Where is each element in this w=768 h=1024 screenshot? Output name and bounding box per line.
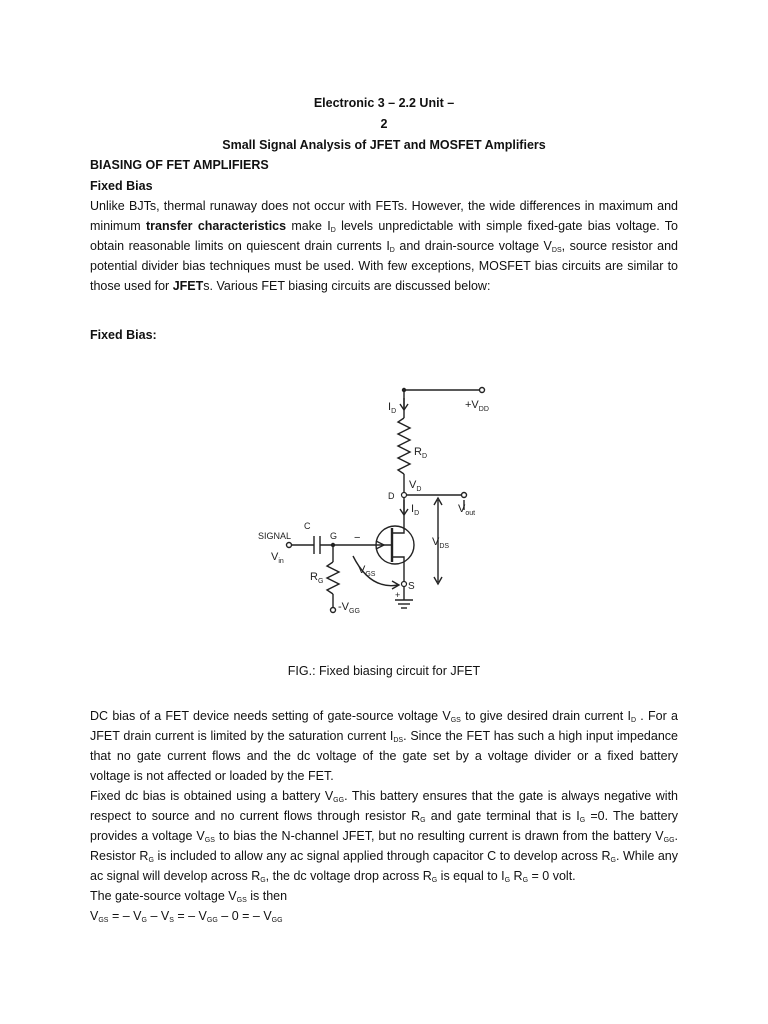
source-label: S bbox=[408, 581, 415, 592]
intro-line: obtain reasonable limits on quiescent drain currents $I_D$ and drain-source voltage $V_{DS}$, source resistor and bbox=[90, 239, 678, 254]
header-line-2: 2 bbox=[380, 117, 388, 131]
id-top-label: $I_D$ bbox=[388, 401, 397, 415]
signal-label: SIGNAL bbox=[258, 531, 292, 541]
section-title: BIASING OF FET AMPLIFIERS bbox=[90, 158, 269, 172]
vin-label: $V_{in}$ bbox=[271, 551, 284, 565]
subsection-title: Fixed Bias bbox=[90, 179, 153, 193]
body-line: that no gate current flows and the dc voltage of the gate set by a voltage divider or a fixed battery bbox=[90, 749, 678, 763]
vout-label: $V_{out}$ bbox=[458, 503, 476, 517]
fixed-bias-heading: Fixed Bias: bbox=[90, 328, 157, 342]
body-line: Fixed dc bias is obtained using a battery $V_{GG}$. This battery ensures that the gate is always negative with bbox=[90, 789, 678, 804]
header-line-1: Electronic 3 – 2.2 Unit – bbox=[313, 96, 455, 110]
body-line: The gate-source voltage $V_{GS}$ is then bbox=[90, 889, 288, 904]
intro-paragraph bbox=[90, 196, 678, 296]
intro-line: minimum transfer characteristics make $I_D$ levels unpredictable with simple fixed-gate bias voltage. To bbox=[90, 219, 679, 234]
intro-line: potential divider bias techniques must be used. With few exceptions, MOSFET bias circuits are similar to bbox=[90, 259, 678, 273]
intro-line: Unlike BJTs, thermal runaway does not occur with FETs. However, the wide differences in maximum and bbox=[90, 199, 678, 213]
body-paragraph-1 bbox=[90, 706, 678, 926]
rg-label: $R_G$ bbox=[310, 571, 324, 585]
source-plus-sign: + bbox=[395, 590, 401, 600]
intro-line: those used for JFETs. Various FET biasing circuits are discussed below: bbox=[90, 279, 491, 293]
rd-label: $R_D$ bbox=[414, 446, 428, 460]
vd-label: $V_D$ bbox=[409, 479, 422, 493]
document-title: Small Signal Analysis of JFET and MOSFET Amplifiers bbox=[222, 138, 546, 152]
body-line: JFET drain current is limited by the saturation current $I_{DS}$. Since the FET has such a high input impedance bbox=[90, 729, 678, 744]
capacitor-label: C bbox=[304, 521, 311, 531]
vgs-label: $V_{GS}$ bbox=[358, 564, 376, 578]
body-line: Resistor $R_G$ is included to allow any ac signal applied through capacitor C to develop across $R_G$. While any bbox=[90, 849, 678, 864]
vdd-label: $+V_{DD}$ bbox=[465, 399, 489, 413]
body-line: provides a voltage $V_{GS}$ to bias the N-channel JFET, but no resulting current is drawn from the battery $V_{GG}$. bbox=[90, 829, 678, 844]
figure-caption: FIG.: Fixed biasing circuit for JFET bbox=[287, 664, 481, 678]
body-line: DC bias of a FET device needs setting of gate-source voltage $V_{GS}$ to give desired drain current $I_D$ . For a bbox=[90, 709, 678, 724]
body-line: voltage is not affected or loaded by the FET. bbox=[90, 769, 334, 783]
gate-minus-sign: − bbox=[354, 532, 361, 544]
jfet-fixed-bias-circuit-diagram bbox=[250, 378, 520, 628]
id-mid-label: $I_D$ bbox=[411, 503, 420, 517]
equation-line: $V_{GS}$ = – $V_G - V_S$ = – $V_{GG} - 0$ = – $V_{GG}$ bbox=[90, 909, 283, 924]
body-line: ac signal will develop across $R_G$, the dc voltage drop across $R_G$ is equal to $I_G$ $R_G = 0$ volt. bbox=[90, 869, 576, 884]
vgg-label: $-V_{GG}$ bbox=[338, 601, 360, 615]
vds-label: $V_{DS}$ bbox=[432, 536, 450, 550]
gate-label: G bbox=[330, 531, 338, 541]
body-line: respect to source and no current flows through resistor $R_G$ and gate terminal that is $I_G =0$. The battery bbox=[90, 809, 678, 824]
drain-label: D bbox=[388, 491, 395, 501]
